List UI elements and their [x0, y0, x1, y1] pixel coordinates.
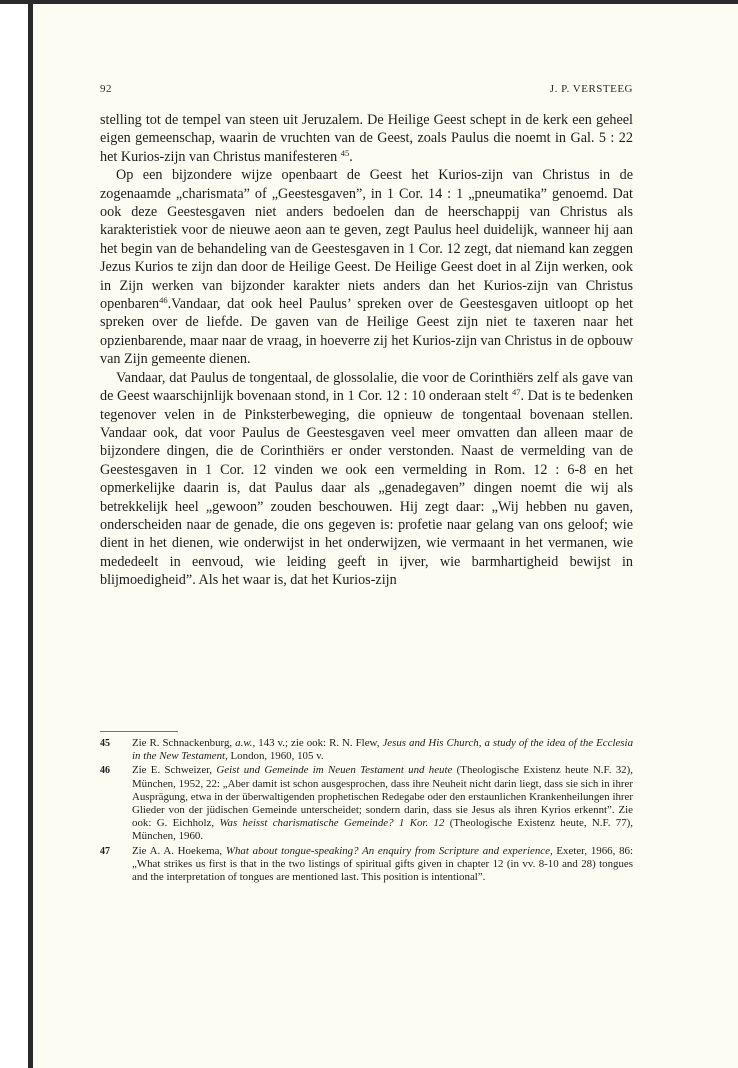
- footnote-47: 47 Zie A. A. Hoekema, What about tongue-speaking? An enquiry from Scripture and experience, Exeter, 1966, 86: „What strikes us first is that in the two listings of spiritual gifts given in chapter 12 (in vv. 8-10 and 28) tongues and the interpretation of tongues are mentioned last. This position is intentional”.: [100, 844, 633, 884]
- footnote-ref-45[interactable]: 45: [340, 147, 350, 158]
- footnote-45: 45 Zie R. Schnackenburg, a.w., 143 v.; zie ook: R. N. Flew, Jesus and His Church, a study of the idea of the Ecclesia in the New Testament, London, 1960, 105 v.: [100, 737, 634, 763]
- page-number: 92: [100, 83, 112, 95]
- footnote-number: 45: [100, 738, 110, 749]
- running-head-author: J. P. VERSTEEG: [549, 83, 633, 95]
- body-text: [100, 111, 633, 590]
- paragraph-1: stelling tot de tempel van steen uit Jeruzalem. De Heilige Geest schept in de kerk een geheel eigen gemeenschap, waarin de vruchten van de Geest, zoals Paulus die noemt in Gal. 5 : 22 het Kurios-zijn van Christus manifesteren $^{45}$.: [100, 112, 633, 165]
- paragraph-2: Op een bijzondere wijze openbaart de Geest het Kurios-zijn van Christus in de zogenaamde „charismata” of „Geestesgaven”, in 1 Cor. 14 : 1 „pneumatika” genoemd. Dat ook deze Geestesgaven niet anders bedoelen dan de heerschappij van Christus als karakteristiek voor de nieuwe aeon aan te geven, zegt Paulus heel duidelijk, wanneer hij aan het begin van de behandeling van de Geestesgaven in 1 Cor. 12 zegt, dat niemand kan zeggen Jezus Kurios te zijn dan door de Heilige Geest. De Heilige Geest doet in al Zijn werken, ook in Zijn werken van bijzonder karakter niets anders dan het Kurios-zijn van Christus openbaren$^{46}$.Vandaar, dat ook heel Paulus’ spreken over de Geestesgaven uitloopt op het spreken over de liefde. De gaven van de Heilige Geest zijn niet te taxeren naar het opzienbarende, maar naar de vraag, in hoeverre zij het Kurios-zijn van Christus in de opbouw van Zijn gemeente dienen.: [100, 167, 633, 368]
- footnote-46: 46 Zie E. Schweizer, Geist und Gemeinde im Neuen Testament und heute (Theologische Existenz heute N.F. 32), München, 1952, 22: „Aber damit ist schon ausgesprochen, dass ihre Neuheit nicht darin liegt, dass sie sich in ihrer Ausprägung, etwa in der überwaltigenden prophetischen Redegabe oder den erstaunlichen Krankenheilungen ihrer Glieder von der jüdischen Gemeinde unterscheidet; sondern darin, dass sie Jesus als ihren Kyrios erkennt”. Zie ook: G. Eichholz, Was heisst charismatische Gemeinde? 1 Kor. 12 (Theologische Existenz heute, N.F. 77), München, 1960.: [100, 764, 634, 843]
- footnote-number: 47: [100, 845, 110, 857]
- running-header: [100, 83, 633, 101]
- footnote-ref-47[interactable]: 47: [511, 387, 521, 398]
- footnotes: [100, 737, 633, 885]
- footnote-divider: [100, 731, 178, 732]
- footnote-number: 46: [100, 765, 110, 777]
- footnote-ref-46[interactable]: 46: [159, 295, 168, 306]
- paragraph-3: Vandaar, dat Paulus de tongentaal, de glossolalie, die voor de Corinthiërs zelf als gave van de Geest waarschijnlijk bovenaan stond, in 1 Cor. 12 : 10 onderaan stelt $^{47}$. Dat is te bedenken tegenover velen in de Pinksterbeweging, die opnieuw de tongentaal bovenaan stellen. Vandaar ook, dat voor Paulus de Geestesgaven veel meer omvatten dan alleen maar de bijzondere dingen, die de Corinthiërs er onder verstonden. Naast de vermelding van de Geestesgaven in 1 Cor. 12 vinden we ook een vermelding in Rom. 12 : 6-8 en het opmerkelijke daarin is, dat Paulus daar als „genadegaven” dingen noemt die wij als betrekkelijk heel „gewoon” zouden beschouwen. Hij zegt daar: „Wij hebben nu gaven, onderscheiden naar de genade, die ons gegeven is: profetie naar gelang van ons geloof; wie dient in het dienen, wie onderwijst in het onderwijzen, wie vermaant in het vermanen, wie mededeelt in eenvoud, wie leiding geeft in ijver, wie barmhartigheid bewijst in blijmoedigheid”. Als het waar is, dat het Kurios-zijn: [100, 369, 634, 589]
